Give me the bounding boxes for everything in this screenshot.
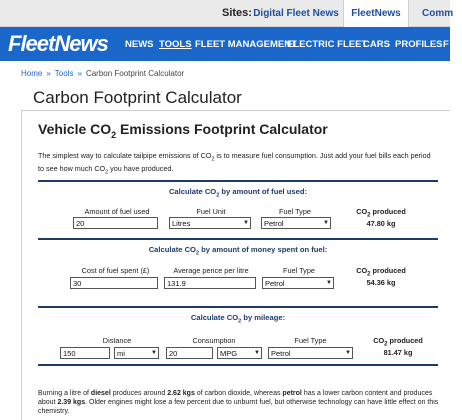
fuel-type-label: Fuel Type — [283, 266, 315, 275]
fuel-used-section-title: Calculate $CO_2$ by amount of fuel used: — [168, 187, 308, 199]
fuel-type-select[interactable]: Petrol ▼ — [262, 277, 334, 289]
breadcrumb-separator: » — [46, 69, 51, 78]
calculator-intro: The simplest way to calculate tailpipe emissions of $CO_2$ is to measure fuel consumption. Just add your fuel bills each period to see how much $CO_2$ you have produced. — [38, 151, 431, 176]
nav-item-f[interactable]: F — [443, 39, 449, 50]
nav-item-tools[interactable]: TOOLS — [159, 39, 192, 50]
page-title: Carbon Footprint Calculator — [33, 88, 242, 107]
consumption-input[interactable] — [166, 347, 213, 359]
nav-item-profiles[interactable]: PROFILES — [395, 39, 443, 50]
fleetnews-logo[interactable]: FleetNews — [8, 31, 108, 56]
fuel-type-label: Fuel Type — [279, 207, 311, 216]
co2-produced-value: 47.80 kg — [366, 219, 396, 228]
consumption-unit-select[interactable]: MPG ▼ — [217, 347, 262, 359]
co2-produced-value: 54.36 kg — [366, 278, 396, 287]
breadcrumb-home[interactable]: Home — [21, 69, 43, 78]
money-spent-section-title: Calculate $CO_2$ by amount of money spent on fuel: — [148, 245, 328, 257]
fuel-unit-select[interactable]: Litres ▼ — [169, 217, 251, 229]
chevron-down-icon: ▼ — [243, 220, 249, 226]
amount-of-fuel-input[interactable] — [73, 217, 158, 229]
fuel-type-select[interactable]: Petrol ▼ — [268, 347, 353, 359]
distance-label: Distance — [102, 336, 132, 345]
distance-input[interactable] — [60, 347, 110, 359]
calculator-title: Vehicle $CO_2$ Emissions Footprint Calculator — [38, 121, 328, 140]
average-pence-label: Average pence per litre — [173, 266, 249, 275]
cost-of-fuel-label: Cost of fuel spent (£) — [81, 266, 150, 275]
fuel-used-section — [38, 180, 438, 238]
nav-item-electric-fleet[interactable]: ELECTRIC FLEET — [287, 39, 368, 50]
fuel-unit-label: Fuel Unit — [196, 207, 226, 216]
average-pence-input[interactable] — [164, 277, 256, 289]
chevron-down-icon: ▼ — [254, 350, 260, 356]
fuel-type-select[interactable]: Petrol ▼ — [261, 217, 331, 229]
sites-bar — [0, 0, 454, 27]
site-tab-digital-fleet-news[interactable]: Digital Fleet News — [253, 8, 339, 19]
nav-item-news[interactable]: NEWS — [125, 39, 154, 50]
main-nav — [0, 27, 450, 61]
emissions-footnote: Burning a litre of diesel produces around 2.62 kgs of carbon dioxide, whereas petrol has a lower carbon content and produces about 2.39 kgs. Older engines might lose a few percent due to unburnt fuel, but otherwise technology can have little effect on this chemistry. — [38, 390, 439, 415]
chevron-down-icon: ▼ — [151, 350, 157, 356]
breadcrumb-tools[interactable]: Tools — [54, 69, 74, 78]
co2-produced-value: 81.47 kg — [383, 348, 413, 357]
mileage-section — [38, 306, 438, 366]
chevron-down-icon: ▼ — [326, 280, 332, 286]
breadcrumb-current: Carbon Footprint Calculator — [85, 69, 185, 78]
breadcrumb-separator: » — [77, 69, 82, 78]
co2-produced-label: $CO_2$ produced — [373, 336, 423, 348]
co2-produced-label: $CO_2$ produced — [356, 266, 406, 278]
cost-of-fuel-input[interactable] — [70, 277, 158, 289]
chevron-down-icon: ▼ — [345, 350, 351, 356]
distance-unit-select[interactable]: mi ▼ — [114, 347, 159, 359]
site-tab-comm[interactable]: Comm — [422, 8, 454, 19]
money-spent-section — [38, 238, 438, 300]
consumption-label: Consumption — [192, 336, 236, 345]
site-tab-fleetnews[interactable]: FleetNews — [343, 0, 409, 28]
sites-label: Sites: — [222, 7, 252, 19]
nav-item-cars[interactable]: CARS — [363, 39, 390, 50]
nav-item-fleet-management[interactable]: FLEET MANAGEMENT — [195, 39, 297, 50]
mileage-section-title: Calculate $CO_2$ by mileage: — [190, 313, 286, 325]
chevron-down-icon: ▼ — [323, 220, 329, 226]
fuel-type-label: Fuel Type — [294, 336, 327, 345]
breadcrumb — [21, 69, 184, 78]
amount-of-fuel-label: Amount of fuel used — [84, 207, 150, 216]
co2-produced-label: $CO_2$ produced — [356, 207, 406, 219]
